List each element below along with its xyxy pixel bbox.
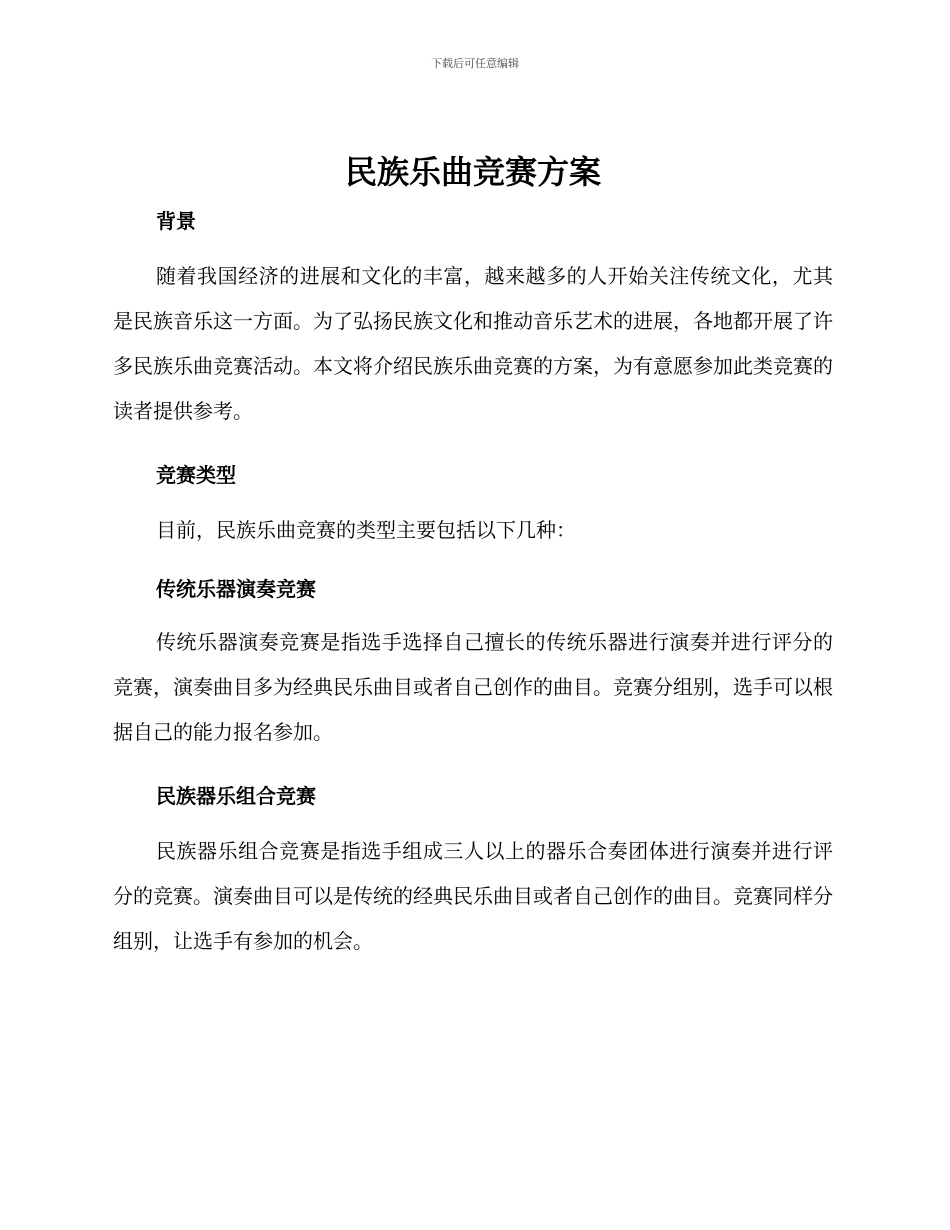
section-heading-traditional-instrument: 传统乐器演奏竞赛 [156, 577, 316, 601]
section-heading-ensemble: 民族器乐组合竞赛 [156, 784, 316, 808]
section-paragraph-competition-types: 目前，民族乐曲竞赛的类型主要包括以下几种： [156, 518, 576, 542]
page-header-note: 下载后可任意编辑 [431, 57, 519, 70]
document-body [113, 150, 833, 964]
section-paragraph-traditional-instrument: 传统乐器演奏竞赛是指选手选择自己擅长的传统乐器进行演奏并进行评分的竞赛，演奏曲目多为经典民乐曲目或者自己创作的曲目。竞赛分组别，选手可以根据自己的能力报名参加。 [113, 630, 833, 744]
section-heading-background: 背景 [156, 209, 196, 233]
document-title: 民族乐曲竞赛方案 [344, 153, 601, 191]
section-paragraph-background: 随着我国经济的进展和文化的丰富，越来越多的人开始关注传统文化，尤其是民族音乐这一方面。为了弘扬民族文化和推动音乐艺术的进展，各地都开展了许多民族乐曲竞赛活动。本文将介绍民族乐曲竞赛的方案，为有意愿参加此类竞赛的读者提供参考。 [113, 264, 833, 423]
section-paragraph-ensemble: 民族器乐组合竞赛是指选手组成三人以上的器乐合奏团体进行演奏并进行评分的竞赛。演奏曲目可以是传统的经典民乐曲目或者自己创作的曲目。竞赛同样分组别，让选手有参加的机会。 [113, 839, 833, 953]
section-heading-competition-types: 竞赛类型 [156, 463, 236, 487]
